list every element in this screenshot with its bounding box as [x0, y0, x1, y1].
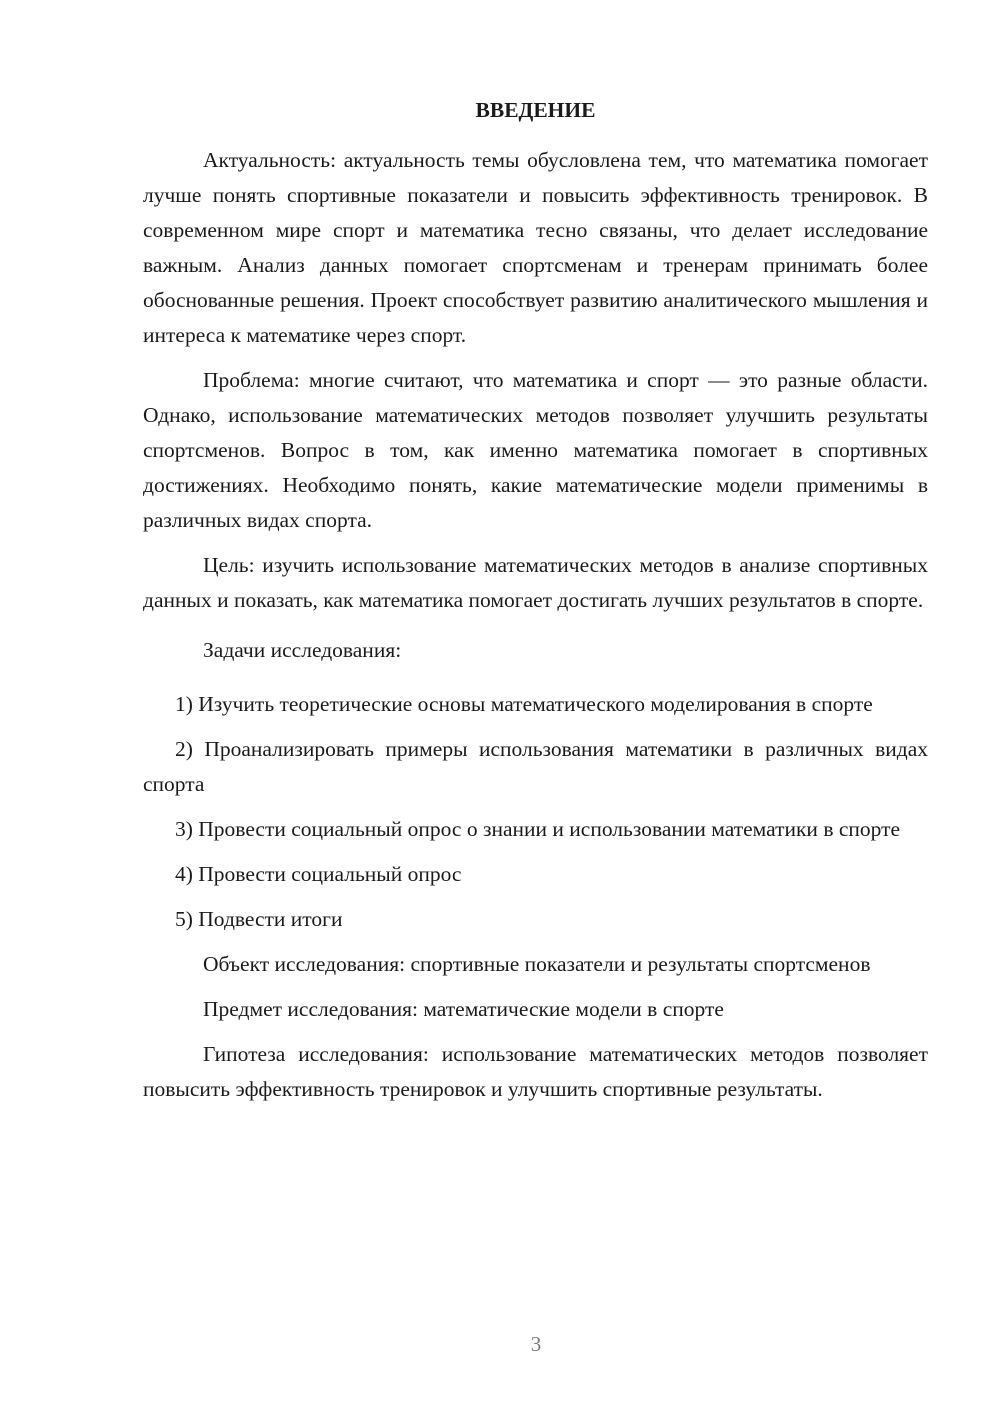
paragraph-object: Объект исследования: спортивные показатели и результаты спортсменов	[203, 952, 871, 976]
paragraph-goal: Цель: изучить использование математических методов в анализе спортивных данных и показать, как математика помогает достигать лучших результатов в спорте.	[143, 553, 928, 612]
tasks-heading: Задачи исследования:	[203, 638, 402, 662]
list-item: 2) Проанализировать примеры использования математики в различных видах спорта	[143, 737, 928, 796]
page-number: 3	[530, 1332, 542, 1356]
list-item: 4) Провести социальный опрос	[175, 862, 462, 886]
page-title: ВВЕДЕНИЕ	[475, 98, 596, 122]
paragraph-subject: Предмет исследования: математические модели в спорте	[203, 997, 724, 1021]
paragraph-hypothesis: Гипотеза исследования: использование математических методов позволяет повысить эффективность тренировок и улучшить спортивные результаты.	[143, 1042, 928, 1101]
page-content	[143, 93, 928, 1117]
tasks-list	[143, 687, 928, 937]
list-item: 3) Провести социальный опрос о знании и использовании математики в спорте	[175, 817, 901, 841]
list-item: 5) Подвести итоги	[175, 907, 343, 931]
list-item: 1) Изучить теоретические основы математического моделирования в спорте	[175, 692, 873, 716]
paragraph-relevance: Актуальность: актуальность темы обусловлена тем, что математика помогает лучше понять спортивные показатели и повысить эффективность тренировок. В современном мире спорт и математика тесно связаны, что делает исследование важным. Анализ данных помогает спортсменам и тренерам принимать более обоснованные решения. Проект способствует развитию аналитического мышления и интереса к математике через спорт.	[143, 148, 928, 347]
paragraph-problem: Проблема: многие считают, что математика и спорт — это разные области. Однако, использование математических методов позволяет улучшить результаты спортсменов. Вопрос в том, как именно математика помогает в спортивных достижениях. Необходимо понять, какие математические модели применимы в различных видах спорта.	[143, 368, 928, 532]
